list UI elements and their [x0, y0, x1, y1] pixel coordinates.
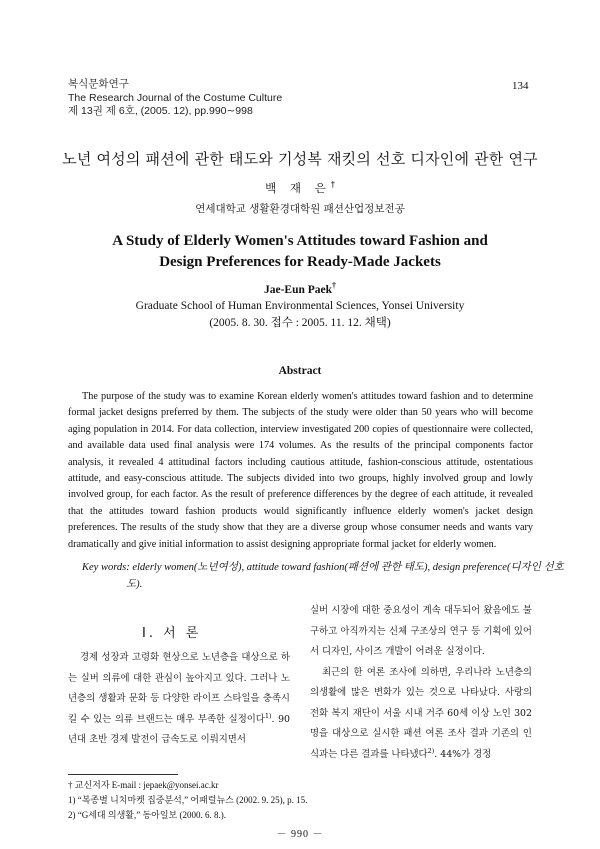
journal-header [68, 78, 282, 119]
journal-title-en: The Research Journal of the Costume Culture [68, 91, 283, 104]
author-korean-name: 백 재 은 [265, 181, 331, 195]
footnote-2: 2) “G세대 의생활,” 동아일보 (2000. 6. 8.). [68, 810, 226, 820]
body-paragraph [68, 648, 290, 751]
abstract-body: The purpose of the study was to examine Korean elderly women's attitudes toward fashion and to determine formal jacket designs preferred by them. The subjects of the study were older than 50 years who will become aging population in 2014. For data collection, interview investigated 200 copies of questionnaire were collected, and available data used final analysis were 174 volumes. As the results of the principal components factor analysis, it revealed 4 attitudinal factors including cautious attitude, fashion-conscious attitude, ostentatious attitude, and easy-conscious attitude. The subjects divided into two groups, highly involved group and lowly involved group, for each factor. As the result of preference differences by the degree of each attitude, it revealed that the attitudes toward fashion products would significantly influence elderly women's jacket design preferences. The results of the study show that they are a diverse group whose consumer needs and wants vary dramatically and give initial information to assist designing appropriate formal jacket for elderly women. [68, 391, 533, 550]
abstract-heading: Abstract [278, 365, 322, 377]
page-number-bottom: － 990 － [276, 829, 324, 840]
author-english-name: Jae-Eun Paek [263, 283, 333, 296]
affiliation-korean: 연세대학교 생활환경대학원 패션산업정보전공 [195, 203, 405, 215]
journal-issue: 제 13권 제 6호, (2005. 12), pp.990∼998 [68, 105, 253, 117]
title-english-line1: A Study of Elderly Women's Attitudes toward Fashion and [112, 233, 488, 249]
footnotes [68, 778, 307, 823]
corresponding-mark: † [330, 180, 335, 190]
footnote-ref: 2) [427, 746, 435, 755]
page-number-top: 134 [512, 80, 529, 92]
body-column-left [68, 648, 290, 751]
body-column-right [310, 601, 532, 765]
author-english [0, 281, 600, 296]
corresponding-mark-en: † [332, 281, 337, 290]
affiliation-english [0, 298, 600, 332]
footnote-corresponding: † 교신저자 E-mail : jepaek@yonsei.ac.kr [68, 780, 219, 790]
title-korean: 노년 여성의 패션에 관한 태도와 기성복 재킷의 선호 디자인에 관한 연구 [62, 150, 538, 168]
body-text: 경제 성장과 고령화 현상으로 노년층을 대상으로 하는 실버 의류에 대한 관심이 높아지고 있다. 그러나 노년층의 생활과 문화 등 다양한 라이프 스타일을 충족시킬 수 있는 의류 브랜드는 매우 부족한 실정이다 [68, 652, 290, 725]
journal-title-ko: 복식문화연구 [68, 78, 129, 90]
affiliation-english-text: Graduate School of Human Environmental Sciences, Yonsei University [135, 300, 465, 312]
keywords: Key words: elderly women(노년여성), attitude toward fashion(패션에 관한 태도), design preference(디자인 선호도). [82, 562, 564, 590]
body-paragraph [310, 663, 532, 766]
title-english [0, 231, 600, 273]
section-heading: Ⅰ. 서 론 [142, 626, 202, 641]
submission-dates: (2005. 8. 30. 접수 : 2005. 11. 12. 채택) [209, 317, 391, 329]
body-text: . 44%가 경정 [434, 748, 492, 760]
footnote-1: 1) “복종별 니치마켓 집중분석,” 어패럴뉴스 (2002. 9. 25), p. 15. [68, 795, 308, 805]
body-text: . 90년대 초반 경제 발전이 급속도로 이뤄지면서 [68, 713, 290, 745]
body-text: 최근의 한 여론 조사에 의하면, 우리나라 노년층의 의생활에 많은 변화가 있는 것으로 나타났다. 사랑의 전화 복지 재단이 서울 시내 거주 60세 이상 노인 302명을 대상으로 실시한 패션 여론 조사 결과 기존의 인식과는 다른 결과를 나타냈다 [310, 666, 532, 760]
footnote-ref: 1) [264, 711, 272, 720]
footnote-divider [68, 774, 178, 775]
author-korean [0, 180, 600, 196]
title-english-line2: Design Preferences for Ready-Made Jackets [159, 254, 441, 270]
body-paragraph: 실버 시장에 대한 중요성이 계속 대두되어 왔음에도 불구하고 아직까지는 신체 구조상의 연구 등 기획에 있어서 디자인, 사이즈 개발이 어려운 실정이다. [310, 605, 532, 657]
